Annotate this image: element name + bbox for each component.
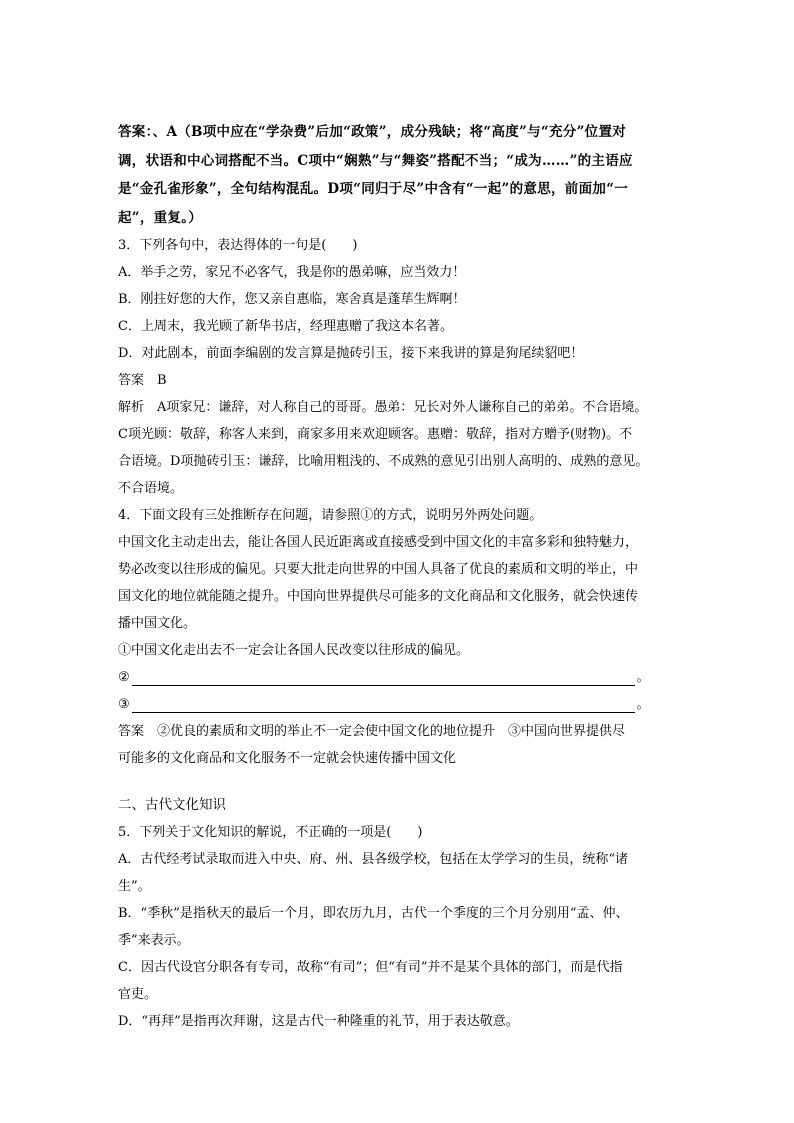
question-4-answer-2: 可能多的文化商品和文化服务不一定就会快速传播中国文化 (118, 751, 457, 766)
item-3-period: 。 (636, 697, 650, 712)
question-5-line-2: 生”。 (118, 879, 151, 894)
question-5-line-1: A．古代经考试录取而进入中央、府、州、县各级学校，包括在太学学习的生员，统称“诸 (118, 852, 629, 867)
answer-line-3: 是“金孔雀形象”，全句结构混乱。D项“同归于尽”中含有“一起”的意思，前面加“一 (118, 181, 629, 197)
question-4-passage-1: 中国文化主动走出去，能让各国人民近距离或直接感受到中国文化的丰富多彩和独特魅力， (118, 535, 639, 550)
item-2-answer-blank[interactable] (132, 669, 635, 686)
question-3-analysis-2: C项光顾：敬辞，称客人来到，商家多用来欢迎顾客。惠赠：敬辞，指对方赠予(财物)。不 (118, 427, 633, 442)
question-3-analysis-4: 不合语境。 (118, 481, 184, 496)
question-5-line-4: 季”来表示。 (118, 933, 190, 948)
answer-line-4: 起”，重复。） (118, 209, 203, 226)
question-3-analysis-3: 合语境。D项抛砖引玉：谦辞，比喻用粗浅的、不成熟的意见引出别人高明的、成熟的意见。 (118, 454, 649, 469)
question-4-answer-1: 答案 ②优良的素质和文明的举止不一定会使中国文化的地位提升 ③中国向世界提供尽 (118, 724, 626, 739)
item-2-marker: ② (118, 670, 130, 685)
question-4-item-1: ①中国文化走出去不一定会让各国人民改变以往形成的偏见。 (118, 643, 470, 658)
section-2-title: 二、古代文化知识 (118, 797, 226, 813)
question-3-option-c: C．上周末，我光顾了新华书店，经理惠赠了我这本名著。 (118, 319, 453, 334)
section-gap (118, 772, 678, 792)
question-5-line-7: D．“再拜”是指再次拜谢，这是古代一种隆重的礼节，用于表达敬意。 (118, 1014, 519, 1029)
question-5-stem: 5．下列关于文化知识的解说，不正确的一项是( ) (118, 825, 423, 840)
question-5-line-5: C．因古代设官分职各有专司，故称“有司”；但“有司”并不是某个具体的部门，而是代指 (118, 960, 623, 975)
question-5-line-3: B．“季秋”是指秋天的最后一个月，即农历九月，古代一个季度的三个月分别用“孟、仲、 (118, 906, 629, 921)
question-3-stem: 3．下列各句中，表达得体的一句是( ) (118, 238, 358, 253)
question-3-option-d: D．对此剧本，前面李编剧的发言算是抛砖引玉，接下来我讲的算是狗尾续貂吧！ (118, 346, 584, 361)
question-4-item-3-row (118, 691, 678, 718)
previous-answer-block (118, 118, 678, 232)
question-3-answer: 答案 B (118, 373, 167, 388)
answer-line-2: 调，状语和中心词搭配不当。C项中“娴熟”与“舞姿”搭配不当；“成为……”的主语应 (118, 152, 633, 169)
item-2-period: 。 (636, 670, 650, 685)
document-page (118, 118, 678, 1035)
question-5 (118, 819, 678, 1035)
question-4-item-2-row (118, 664, 678, 691)
item-3-answer-blank[interactable] (132, 696, 635, 713)
item-3-marker: ③ (118, 697, 130, 712)
question-3-option-b: B．刚拄好您的大作，您又亲自惠临，寒舍真是蓬荜生辉啊！ (118, 292, 466, 307)
question-4-stem: 4．下面文段有三处推断存在问题，请参照①的方式，说明另外两处问题。 (118, 508, 543, 523)
answer-line-1: 答案：、A（B项中应在“学杂费”后加“政策”，成分残缺；将“高度”与“充分”位置对 (118, 124, 627, 140)
question-3-option-a: A．举手之劳，家兄不必客气，我是你的愚弟嘛，应当效力！ (118, 265, 466, 280)
question-4-passage-3: 国文化的地位就能随之提升。中国向世界提供尽可能多的文化商品和文化服务，就会快速传 (118, 589, 639, 604)
question-3 (118, 232, 678, 502)
question-5-line-6: 官吏。 (118, 987, 158, 1002)
question-4-passage-4: 播中国文化。 (118, 616, 197, 631)
question-3-analysis-1: 解析 A项家兄：谦辞，对人称自己的哥哥。愚弟：兄长对外人谦称自己的弟弟。不合语境。 (118, 400, 648, 415)
question-4-passage-2: 势必改变以往形成的偏见。只要大批走向世界的中国人具备了优良的素质和文明的举止，中 (118, 562, 639, 577)
question-4 (118, 502, 678, 772)
